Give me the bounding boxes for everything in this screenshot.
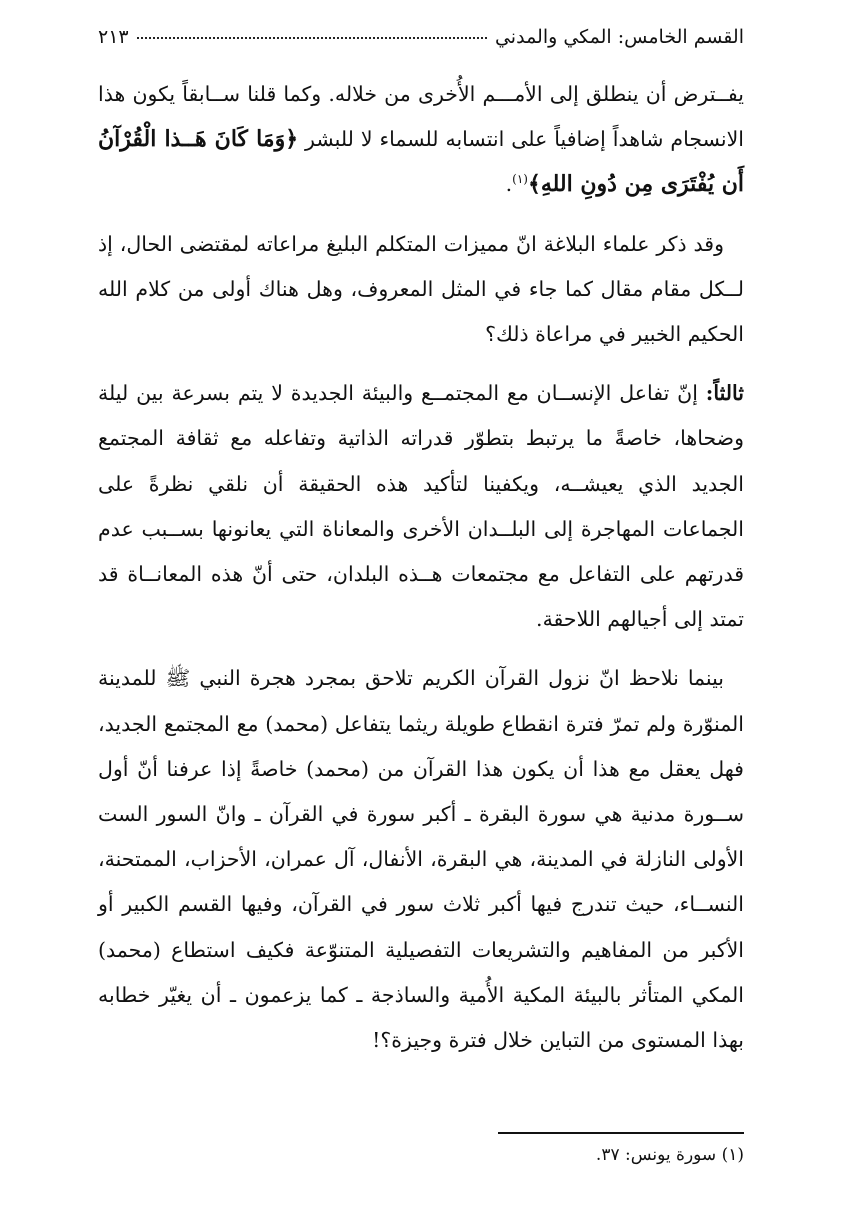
page-number: ٢١٣ [98,26,129,48]
footnote: (١) سورة يونس: ٣٧. [595,1145,744,1165]
footnote-separator [498,1132,744,1134]
paragraph-1 [98,72,744,208]
paragraph-2: وقد ذكر علماء البلاغة انّ مميزات المتكلم البليغ مراعاته لمقتضى الحال، إذ لــكل مقام مقال كما جاء في المثل المعروف، وهل هناك أولى من كلام الله الحكيم الخبير في مراعاة ذلك؟ [98,231,744,347]
running-header [98,26,744,60]
paragraph-4: بينما نلاحظ انّ نزول القرآن الكريم تلاحق بمجرد هجرة النبي ﷺ للمدينة المنوّرة ولم تمرّ فترة انقطاع طويلة ريثما يتفاعل (محمد) مع المجتمع الجديد، فهل يعقل مع هذا أن يكون هذا القرآن من (محمد) خاصةً إذا عرفنا أنّ أول ســورة مدنية هي سورة البقرة ـ أكبر سورة في القرآن ـ وانّ السور الست الأولى النازلة في المدينة، هي البقرة، الأنفال، آل عمران، الأحزاب، الممتحنة، النســاء، حيث تندرج فيها أكبر ثلاث سور في القرآن، وفيها القسم الكبير أو الأكبر من المفاهيم والتشريعات التفصيلية المتنوّعة فكيف استطاع (محمد) المكي المتأثر بالبيئة المكية الأُمية والساذجة ـ كما يزعمون ـ أن يغيّر خطابه بهذا المستوى من التباين خلال فترة وجيزة؟! [98,666,744,1053]
body-text [98,72,744,1077]
dotted-leader [137,37,487,39]
paragraph-3-text: إنّ تفاعل الإنســان مع المجتمــع والبيئة الجديدة لا يتم بسرعة بين ليلة وضحاها، خاصةً ما يرتبط بتطوّر قدراته الذاتية وتفاعله مع ثقافة المجتمع الجديد الذي يعيشــه، ويكفينا لتأكيد هذه الحقيقة أن نلقي نظرةً على الجماعات المهاجرة إلى البلــدان الأخرى والمعاناة التي يعانونها بســبب عدم قدرتهم على التفاعل مع مجتمعات هــذه البلدان، حتى أنّ هذه المعانــاة قد تمتد إلى أجيالهم اللاحقة. [98,381,744,632]
paragraph-3 [98,371,744,642]
running-title: القسم الخامس: المكي والمدني [494,26,744,48]
paragraph-1-text: يفــترض أن ينطلق إلى الأمـــم الأُخرى من خلاله. وكما قلنا ســابقاً يكون هذا الانسجام شاهداً إضافياً على انتسابه للسماء لا للبشر [98,82,744,152]
quran-verse: ﴿وَمَا كَانَ هَــذا الْقُرْآنُ أَن يُفْتَرَى مِن دُونِ اللهِ﴾ [98,126,744,198]
paragraph-3-lead: ثالثاً: [705,381,744,406]
footnote-marker: (١) [512,172,528,187]
paragraph-1-end: . [505,172,513,197]
